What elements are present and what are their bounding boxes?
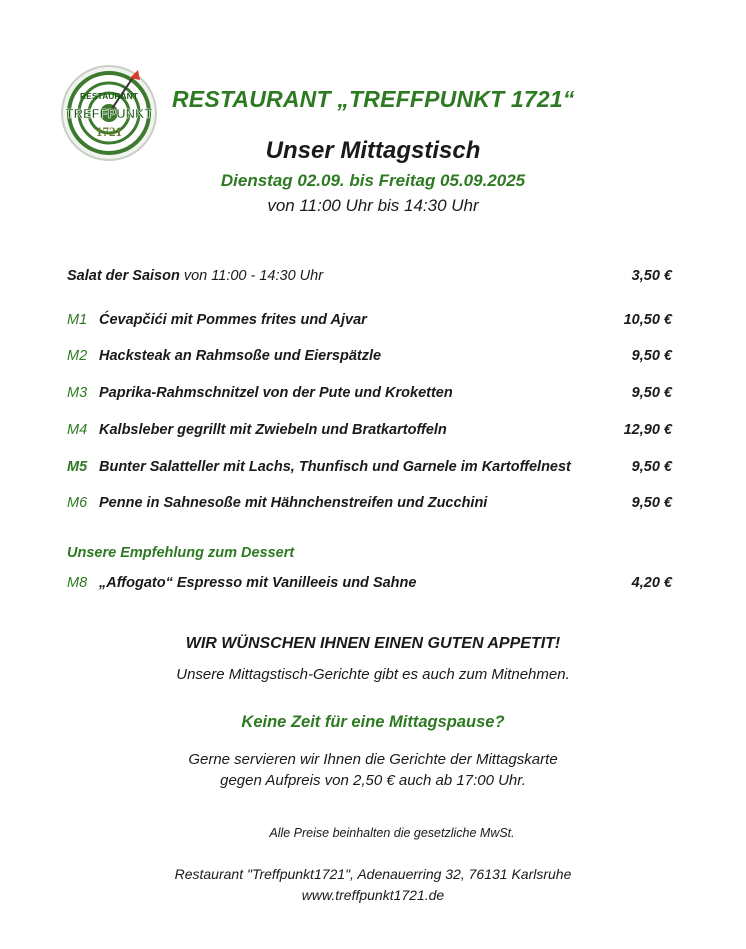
serving-hours: von 11:00 Uhr bis 14:30 Uhr [267,196,479,215]
menu-item-salad [67,268,672,284]
menu-item-m4 [67,422,672,438]
menu-price: 9,50 € [631,385,672,401]
menu-item-m6 [67,495,672,511]
menu-item-m3 [67,385,672,401]
logo-text-top: RESTAURANT [80,91,138,101]
footer [0,864,746,906]
page-heading: Unser Mittagstisch [265,137,481,164]
menu-code: M4 [67,422,88,438]
menu-name: Hacksteak an Rahmsoße und Eierspätzle [99,348,382,364]
menu-name: „Affogato“ Espresso mit Vanilleeis und Sahne [99,575,417,591]
footer-website[interactable]: www.treffpunkt1721.de [301,887,445,903]
menu-item-m8 [67,575,672,591]
menu-code: M6 [67,495,88,511]
salad-name: Salat der Saison [67,268,180,284]
dessert-heading: Unsere Empfehlung zum Dessert [67,545,295,561]
menu-name: Bunter Salatteller mit Lachs, Thunfisch und Garnele im Kartoffelnest [99,459,571,475]
salad-note: von 11:00 - 14:30 Uhr [183,268,324,284]
menu-price: 9,50 € [631,348,672,364]
takeaway-note: Unsere Mittagstisch-Gerichte gibt es auch zum Mitnehmen. [176,666,570,683]
menu-code: M2 [67,348,88,364]
evening-note-line1: Gerne servieren wir Ihnen die Gerichte der Mittagskarte [188,751,558,768]
no-time-heading: Keine Zeit für eine Mittagspause? [241,713,505,731]
footer-name: Restaurant "Treffpunkt1721", [174,866,354,882]
footer-address: Adenauerring 32, 76131 Karlsruhe [353,866,572,882]
menu-price: 4,20 € [631,575,672,591]
restaurant-title: RESTAURANT „TREFFPUNKT 1721“ [172,86,575,112]
appetit-message: WIR WÜNSCHEN IHNEN EINEN GUTEN APPETIT! [185,635,561,652]
footer-address-line [0,864,746,885]
menu-item-m2 [67,348,672,364]
menu-name: Paprika-Rahmschnitzel von der Pute und Kroketten [99,385,453,401]
menu-name: Ćevapčići mit Pommes frites und Ajvar [99,312,367,328]
vat-note: Alle Preise beinhalten die gesetzliche MwSt. [269,826,515,840]
salad-price: 3,50 € [631,268,672,284]
menu-code: M5 [67,459,88,475]
menu-code: M8 [67,575,88,591]
evening-service-note [0,749,746,791]
menu-price: 10,50 € [623,312,672,328]
menu-name: Kalbsleber gegrillt mit Zwiebeln und Bratkartoffeln [99,422,447,438]
date-range: Dienstag 02.09. bis Freitag 05.09.2025 [220,171,526,190]
menu-code: M3 [67,385,88,401]
menu-item-m1 [67,312,672,328]
menu-price: 9,50 € [631,495,672,511]
menu-name: Penne in Sahnesoße mit Hähnchenstreifen und Zucchini [99,495,488,511]
logo-text-mid: TREFFPUNKT [65,106,153,121]
menu-item-m5 [67,459,672,475]
menu-price: 9,50 € [631,459,672,475]
logo-text-year: 1721 [96,124,122,139]
menu-code: M1 [67,312,88,328]
evening-note-line2: gegen Aufpreis von 2,50 € auch ab 17:00 Uhr. [220,772,526,789]
menu-price: 12,90 € [623,422,672,438]
